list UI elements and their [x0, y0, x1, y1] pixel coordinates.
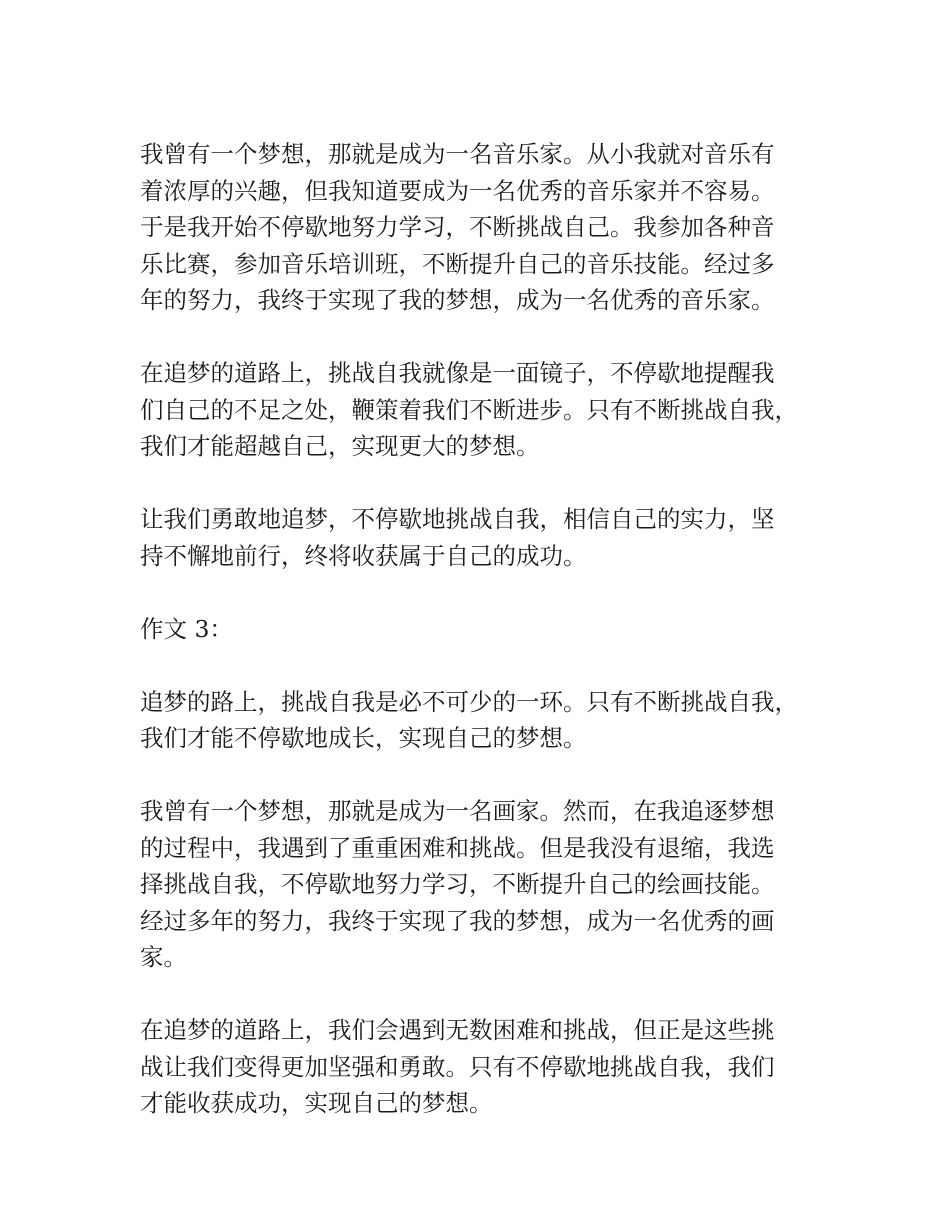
- text-line: 持不懈地前行，终将收获属于自己的成功。: [140, 541, 587, 570]
- text-line: 择挑战自我，不停歇地努力学习，不断提升自己的绘画技能。: [140, 870, 775, 898]
- text-line: 追梦的路上，挑战自我是必不可少的一环。只有不断挑战自我，: [140, 687, 798, 716]
- paragraph-brave: [140, 501, 840, 574]
- text-line: 在追梦的道路上，我们会遇到无数困难和挑战，但正是这些挑: [140, 1016, 775, 1044]
- paragraph-stronger: [140, 1012, 840, 1122]
- paragraph-mirror: [140, 355, 840, 465]
- text-line: 于是我开始不停歇地努力学习，不断挑战自己。我参加各种音: [140, 213, 775, 241]
- paragraph-essential: [140, 684, 840, 757]
- text-line: 乐比赛，参加音乐培训班，不断提升自己的音乐技能。经过多: [140, 249, 775, 278]
- text-line: 在追梦的道路上，挑战自我就像是一面镜子，不停歇地提醒我: [140, 359, 775, 387]
- text-line: 让我们勇敢地追梦，不停歇地挑战自我，相信自己的实力，坚: [140, 505, 775, 533]
- text-line: 们自己的不足之处，鞭策着我们不断进步。只有不断挑战自我，: [140, 395, 798, 424]
- text-line: 我们才能超越自己，实现更大的梦想。: [140, 432, 540, 460]
- document-body: [140, 136, 840, 1122]
- text-line: 年的努力，我终于实现了我的梦想，成为一名优秀的音乐家。: [140, 286, 775, 314]
- text-line: 家。: [140, 943, 187, 971]
- text-line: 战让我们变得更加坚强和勇敢。只有不停歇地挑战自我，我们: [140, 1052, 775, 1081]
- essay-title: 作文 3：: [140, 614, 233, 643]
- paragraph-painter-dream: [140, 793, 840, 976]
- text-line: 我们才能不停歇地成长，实现自己的梦想。: [140, 724, 587, 752]
- text-line: 的过程中，我遇到了重重困难和挑战。但是我没有退缩，我选: [140, 833, 775, 862]
- text-line: 才能收获成功，实现自己的梦想。: [140, 1089, 493, 1117]
- text-line: 我曾有一个梦想，那就是成为一名画家。然而，在我追逐梦想: [140, 797, 775, 825]
- text-line: 着浓厚的兴趣，但我知道要成为一名优秀的音乐家并不容易。: [140, 176, 775, 205]
- text-line: 经过多年的努力，我终于实现了我的梦想，成为一名优秀的画: [140, 906, 775, 935]
- essay-heading: [140, 611, 840, 648]
- paragraph-music-dream: [140, 136, 840, 319]
- text-line: 我曾有一个梦想，那就是成为一名音乐家。从小我就对音乐有: [140, 140, 775, 168]
